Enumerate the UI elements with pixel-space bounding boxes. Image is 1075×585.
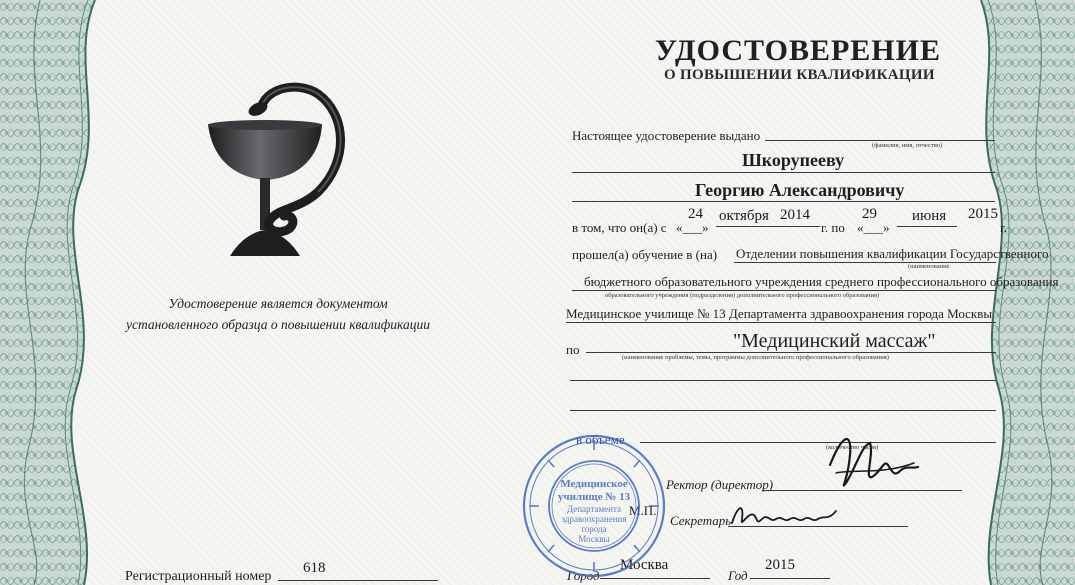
issued-label: Настоящее удостоверение выдано: [572, 128, 761, 143]
period-day-blank-2: «___»: [857, 220, 890, 235]
year-suffix-2: г.: [1000, 220, 1008, 235]
left-note-line2: установленного образца о повышении квалификации: [125, 317, 431, 332]
right-ornamental-border: [963, 0, 1075, 585]
institution-underline-1: [734, 262, 996, 263]
start-day: 24: [688, 206, 703, 222]
program-label: по: [566, 342, 580, 357]
stamp-line-1: Медицинское: [560, 478, 628, 490]
institution-hint2: образовательного учреждения (подразделения) дополнительного профессионального образования): [605, 292, 880, 299]
institution-underline-2: [572, 290, 996, 291]
end-year: 2015: [968, 206, 998, 222]
period-day-blank-1: «___»: [676, 220, 709, 235]
end-month-line: [897, 226, 957, 227]
year-value: 2015: [765, 557, 795, 573]
city-label: Город: [567, 568, 600, 583]
rector-signature-icon: [822, 425, 922, 495]
stamp-line-5: города: [581, 524, 607, 534]
left-ornamental-border: [0, 0, 112, 585]
round-seal-icon: [516, 430, 676, 580]
stamp-line-4: здравоохранения: [561, 514, 627, 524]
start-year-line: [778, 226, 820, 227]
surname-line: [572, 172, 995, 173]
institution-hint1: (наименование: [908, 263, 950, 270]
bowl-of-hygieia-icon: [200, 80, 360, 260]
year-line: [750, 578, 830, 579]
program-name: "Медицинский массаж": [733, 330, 936, 352]
city-value: Москва: [620, 557, 669, 573]
secretary-signature-icon: [728, 497, 840, 533]
secretary-label: Секретарь: [670, 513, 732, 528]
name-hint: (фамилия, имя, отчество): [872, 142, 943, 149]
reg-number-value: 618: [303, 560, 326, 576]
program-extra-line-2: [570, 410, 996, 411]
page-subtitle: О ПОВЫШЕНИИ КВАЛИФИКАЦИИ: [664, 67, 935, 83]
volume-line: [640, 442, 996, 443]
hours-hint: (количество часов): [826, 444, 879, 451]
start-year: 2014: [780, 207, 810, 223]
recipient-given-names: Георгию Александровичу: [695, 180, 905, 200]
year-label: Год: [728, 568, 748, 583]
page-title: УДОСТОВЕРЕНИЕ: [655, 34, 941, 67]
program-hint: (наименование проблемы, темы, программы дополнительного профессионального образования): [622, 354, 889, 361]
start-month: октября: [719, 208, 769, 224]
stamp-line-3: Департамента: [566, 504, 622, 514]
rector-label: Ректор (директор): [666, 477, 774, 492]
reg-number-label: Регистрационный номер: [125, 569, 272, 584]
year-suffix-1: г. по: [821, 220, 845, 235]
program-extra-line-1: [570, 380, 996, 381]
given-names-line: [572, 201, 995, 202]
issued-line: [765, 140, 995, 141]
institution-line1: Отделении повышения квалификации Государственного: [736, 246, 1049, 261]
recipient-surname: Шкорупееву: [742, 150, 845, 170]
stamp-line-6: Москвы: [578, 534, 610, 544]
program-underline: [586, 352, 996, 353]
institution-line2: бюджетного образовательного учреждения среднего профессионального образования: [584, 274, 1059, 289]
institution-line3: Медицинское училище № 13 Департамента здравоохранения города Москвы: [566, 306, 993, 321]
volume-label: в объеме: [576, 432, 625, 447]
training-label: прошел(а) обучение в (на): [572, 247, 718, 262]
reg-number-line: [278, 580, 438, 581]
left-note-line1: Удостоверение является документом: [168, 296, 388, 311]
mp-label: М.П.: [629, 503, 657, 518]
stamp-line-2: училище № 13: [557, 491, 631, 503]
period-prefix: в том, что он(а) с: [572, 220, 667, 235]
institution-underline-3: [566, 322, 996, 323]
end-day: 29: [862, 206, 877, 222]
end-month: июня: [912, 208, 947, 224]
start-month-line: [716, 226, 778, 227]
